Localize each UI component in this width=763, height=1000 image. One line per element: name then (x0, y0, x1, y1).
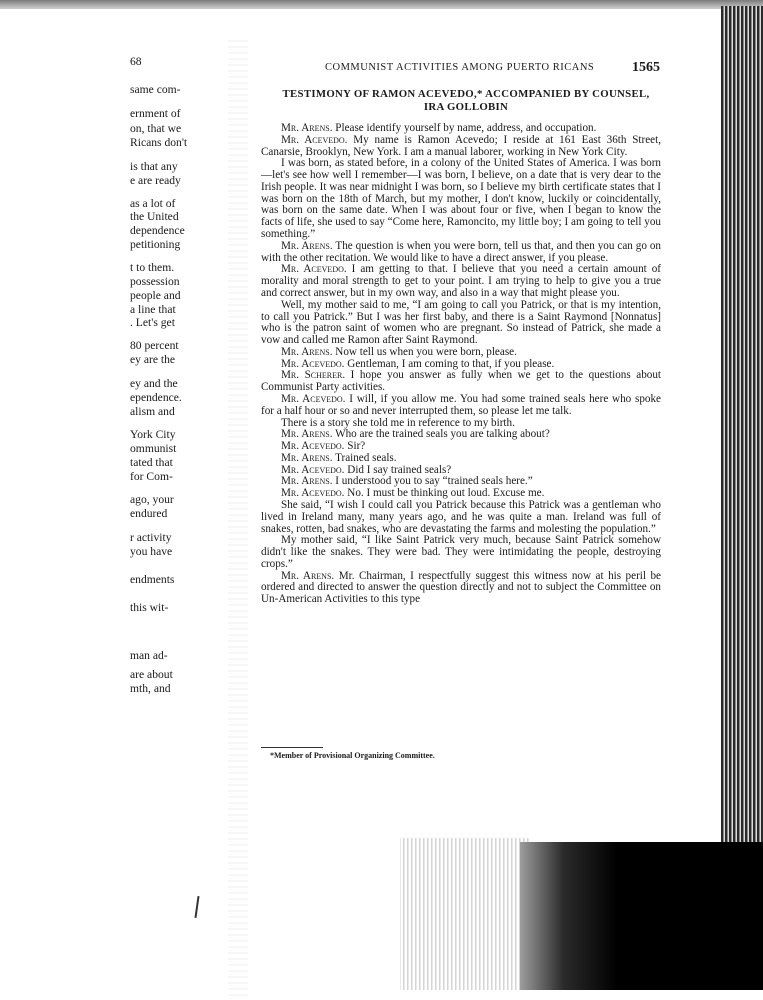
speaker-name: Mr. Acevedo. (281, 487, 345, 500)
left-fragment-line: is that any (130, 160, 178, 173)
testimony-paragraph (261, 500, 661, 535)
testimony-paragraph (261, 370, 661, 394)
speaker-name: Mr. Arens. (281, 428, 333, 441)
left-fragment-line: r activity (130, 531, 172, 544)
testimony-paragraph (261, 394, 661, 418)
left-fragment-line: t to them. (130, 261, 175, 274)
paragraph-text: Trained seals. (335, 451, 397, 464)
testimony-paragraph (261, 535, 661, 570)
left-fragment-line: possession (130, 275, 180, 288)
testimony-paragraph (261, 241, 661, 265)
left-fragment-line: 68 (130, 55, 142, 68)
left-fragment-line: ey and the (130, 377, 178, 390)
speaker-name: Mr. Arens. (281, 345, 333, 358)
left-fragment-line: e are ready (130, 174, 181, 187)
footnote: *Member of Provisional Organizing Committee. (270, 751, 435, 760)
left-fragment-line: Ricans don't (130, 136, 188, 149)
paragraph-text: Gentleman, I am coming to that, if you please. (347, 357, 555, 370)
paragraph-text: I will, if you allow me. You had some trained seals here who spoke for a half hour or so and never interrupted them, so please let me talk. (261, 392, 661, 417)
speaker-name: Mr. Acevedo. (281, 392, 346, 405)
speaker-name: Mr. Arens. (281, 451, 333, 464)
testimony-paragraph (261, 300, 661, 347)
left-fragment-line: ependence. (130, 391, 182, 404)
paragraph-text: My name is Ramon Acevedo; I reside at 161 East 36th Street, Canarsie, Brooklyn, New York. I am a manual laborer, working in New York City. (261, 133, 661, 158)
left-fragment-line: alism and (130, 405, 175, 418)
speaker-name: Mr. Arens. (281, 122, 333, 134)
speaker-name: Mr. Acevedo. (281, 463, 345, 476)
speaker-name: Mr. Acevedo. (281, 440, 345, 453)
footnote-rule (261, 747, 323, 748)
left-fragment-line: . Let's get (130, 316, 175, 329)
paragraph-text: There is a story she told me in reference to my birth. (281, 416, 515, 429)
speaker-name: Mr. Arens. (281, 475, 333, 488)
paragraph-text: She said, “I wish I could call you Patrick because this Patrick was a gentleman who lived in Ireland many, many years ago, and he was quite a man. Ireland was full of snakes, rotten, bad snakes, who are devastating the farms and molesting the population.” (261, 499, 661, 535)
scan-bottom-texture (400, 838, 530, 990)
paragraph-text: Who are the trained seals you are talking about? (335, 428, 550, 441)
title-line-2: IRA GOLLOBIN (423, 100, 509, 113)
speaker-name: Mr. Arens. (281, 569, 335, 582)
testimony-paragraph (261, 264, 661, 299)
scan-top-edge (0, 0, 763, 9)
paragraph-text: No. I must be thinking out loud. Excuse me. (347, 487, 545, 500)
left-fragment-line: the United (130, 210, 179, 223)
paragraph-text: Mr. Chairman, I respectfully suggest this witness now at his peril be ordered and directed to answer the question directly and not to subject the Committee on Un-American Activities to this type (261, 569, 661, 606)
speaker-name: Mr. Arens. (281, 239, 333, 252)
left-fragment-line: ommunist (130, 442, 177, 455)
paragraph-text: I understood you to say “trained seals here.” (335, 475, 533, 488)
left-fragment-line: York City (130, 428, 176, 441)
left-fragment-line: people and (130, 289, 181, 302)
scan-bottom-shadow (520, 842, 763, 990)
page-number: 1565 (632, 60, 660, 75)
left-fragment-line: are about (130, 668, 173, 681)
speaker-name: Mr. Acevedo. (281, 133, 348, 146)
title-line-1: TESTIMONY OF RAMON ACEVEDO,* ACCOMPANIED BY COUNSEL, (282, 88, 650, 100)
paragraph-text: I am getting to that. I believe that you need a certain amount of morality and moral strength to get to your point. I am trying to help to give you a true and correct answer, but in my own way, and also in a way that might please you. (261, 263, 661, 299)
left-fragment-line: endured (130, 507, 168, 520)
paragraph-text: Did I say trained seals? (347, 463, 452, 476)
testimony-title (270, 88, 662, 113)
paragraph-text: I was born, as stated before, in a colony of the United States of America. I was born—let's see how well I remember—I was born, I believe, on a date that is very dear to the Irish people. It was near midnight I was born, so I believe my birth certificate states that I was born on the 18th of March, but my mother, I don't know, luckily or coincidentally, was born on the same date. When I was about four or five, when I began to know the facts of life, she used to say “Come here, Ramoncito, my little boy; I am going to tell you something.” (261, 157, 661, 241)
testimony-paragraph (261, 571, 661, 606)
left-fragment-line: for Com- (130, 470, 173, 483)
left-fragment-line: tated that (130, 456, 173, 469)
left-fragment-line: same com- (130, 83, 181, 96)
left-fragment-line: a line that (130, 303, 176, 316)
paragraph-text: Well, my mother said to me, “I am going to call you Patrick, or that is my intention, to call you Patrick.” But I was her first baby, and there is a Saint Raymond [Nonnatus] who is the patron saint of women who are pregnant. So instead of Patrick, she made a vow and called me Ramon after Saint Raymond. (261, 298, 661, 347)
left-fragment-line: you have (130, 545, 173, 558)
paragraph-text: Now tell us when you were born, please. (335, 345, 517, 358)
paragraph-text: I hope you answer as fully when we get to the questions about Communist Party activities. (261, 369, 661, 394)
left-fragment-line: ernment of (130, 107, 181, 120)
paragraph-text: Please identify yourself by name, address, and occupation. (335, 122, 597, 134)
testimony-paragraph (261, 158, 661, 240)
left-fragment-line: on, that we (130, 122, 182, 135)
scan-mark (194, 896, 199, 918)
left-fragment-line: ey are the (130, 353, 176, 366)
testimony-body (261, 123, 661, 606)
paragraph-text: The question is when you were born, tell us that, and then you can go on with the other recitation. We would like to have a direct answer, if you please. (261, 239, 661, 264)
left-fragment-line: this wit- (130, 601, 169, 614)
left-fragment-line: endments (130, 573, 175, 586)
speaker-name: Mr. Scherer. (281, 369, 346, 382)
left-fragment-line: petitioning (130, 238, 181, 251)
paragraph-text: Sir? (347, 440, 366, 453)
speaker-name: Mr. Acevedo. (281, 357, 345, 370)
testimony-paragraph (261, 135, 661, 159)
left-fragment-line: dependence (130, 224, 185, 237)
left-fragment-line: 80 percent (130, 339, 179, 352)
left-fragment-line: man ad- (130, 649, 168, 662)
speaker-name: Mr. Acevedo. (281, 263, 347, 276)
left-fragment-line: as a lot of (130, 197, 176, 210)
running-header: COMMUNIST ACTIVITIES AMONG PUERTO RICANS (325, 62, 595, 73)
left-fragment-line: mth, and (130, 682, 171, 695)
binding-gutter (228, 40, 248, 1000)
paragraph-text: My mother said, “I like Saint Patrick very much, because Saint Patrick somehow didn't like the snakes. They were bad. They were intimidating the people, destroying crops.” (261, 534, 661, 570)
left-fragment-line: ago, your (130, 493, 174, 506)
